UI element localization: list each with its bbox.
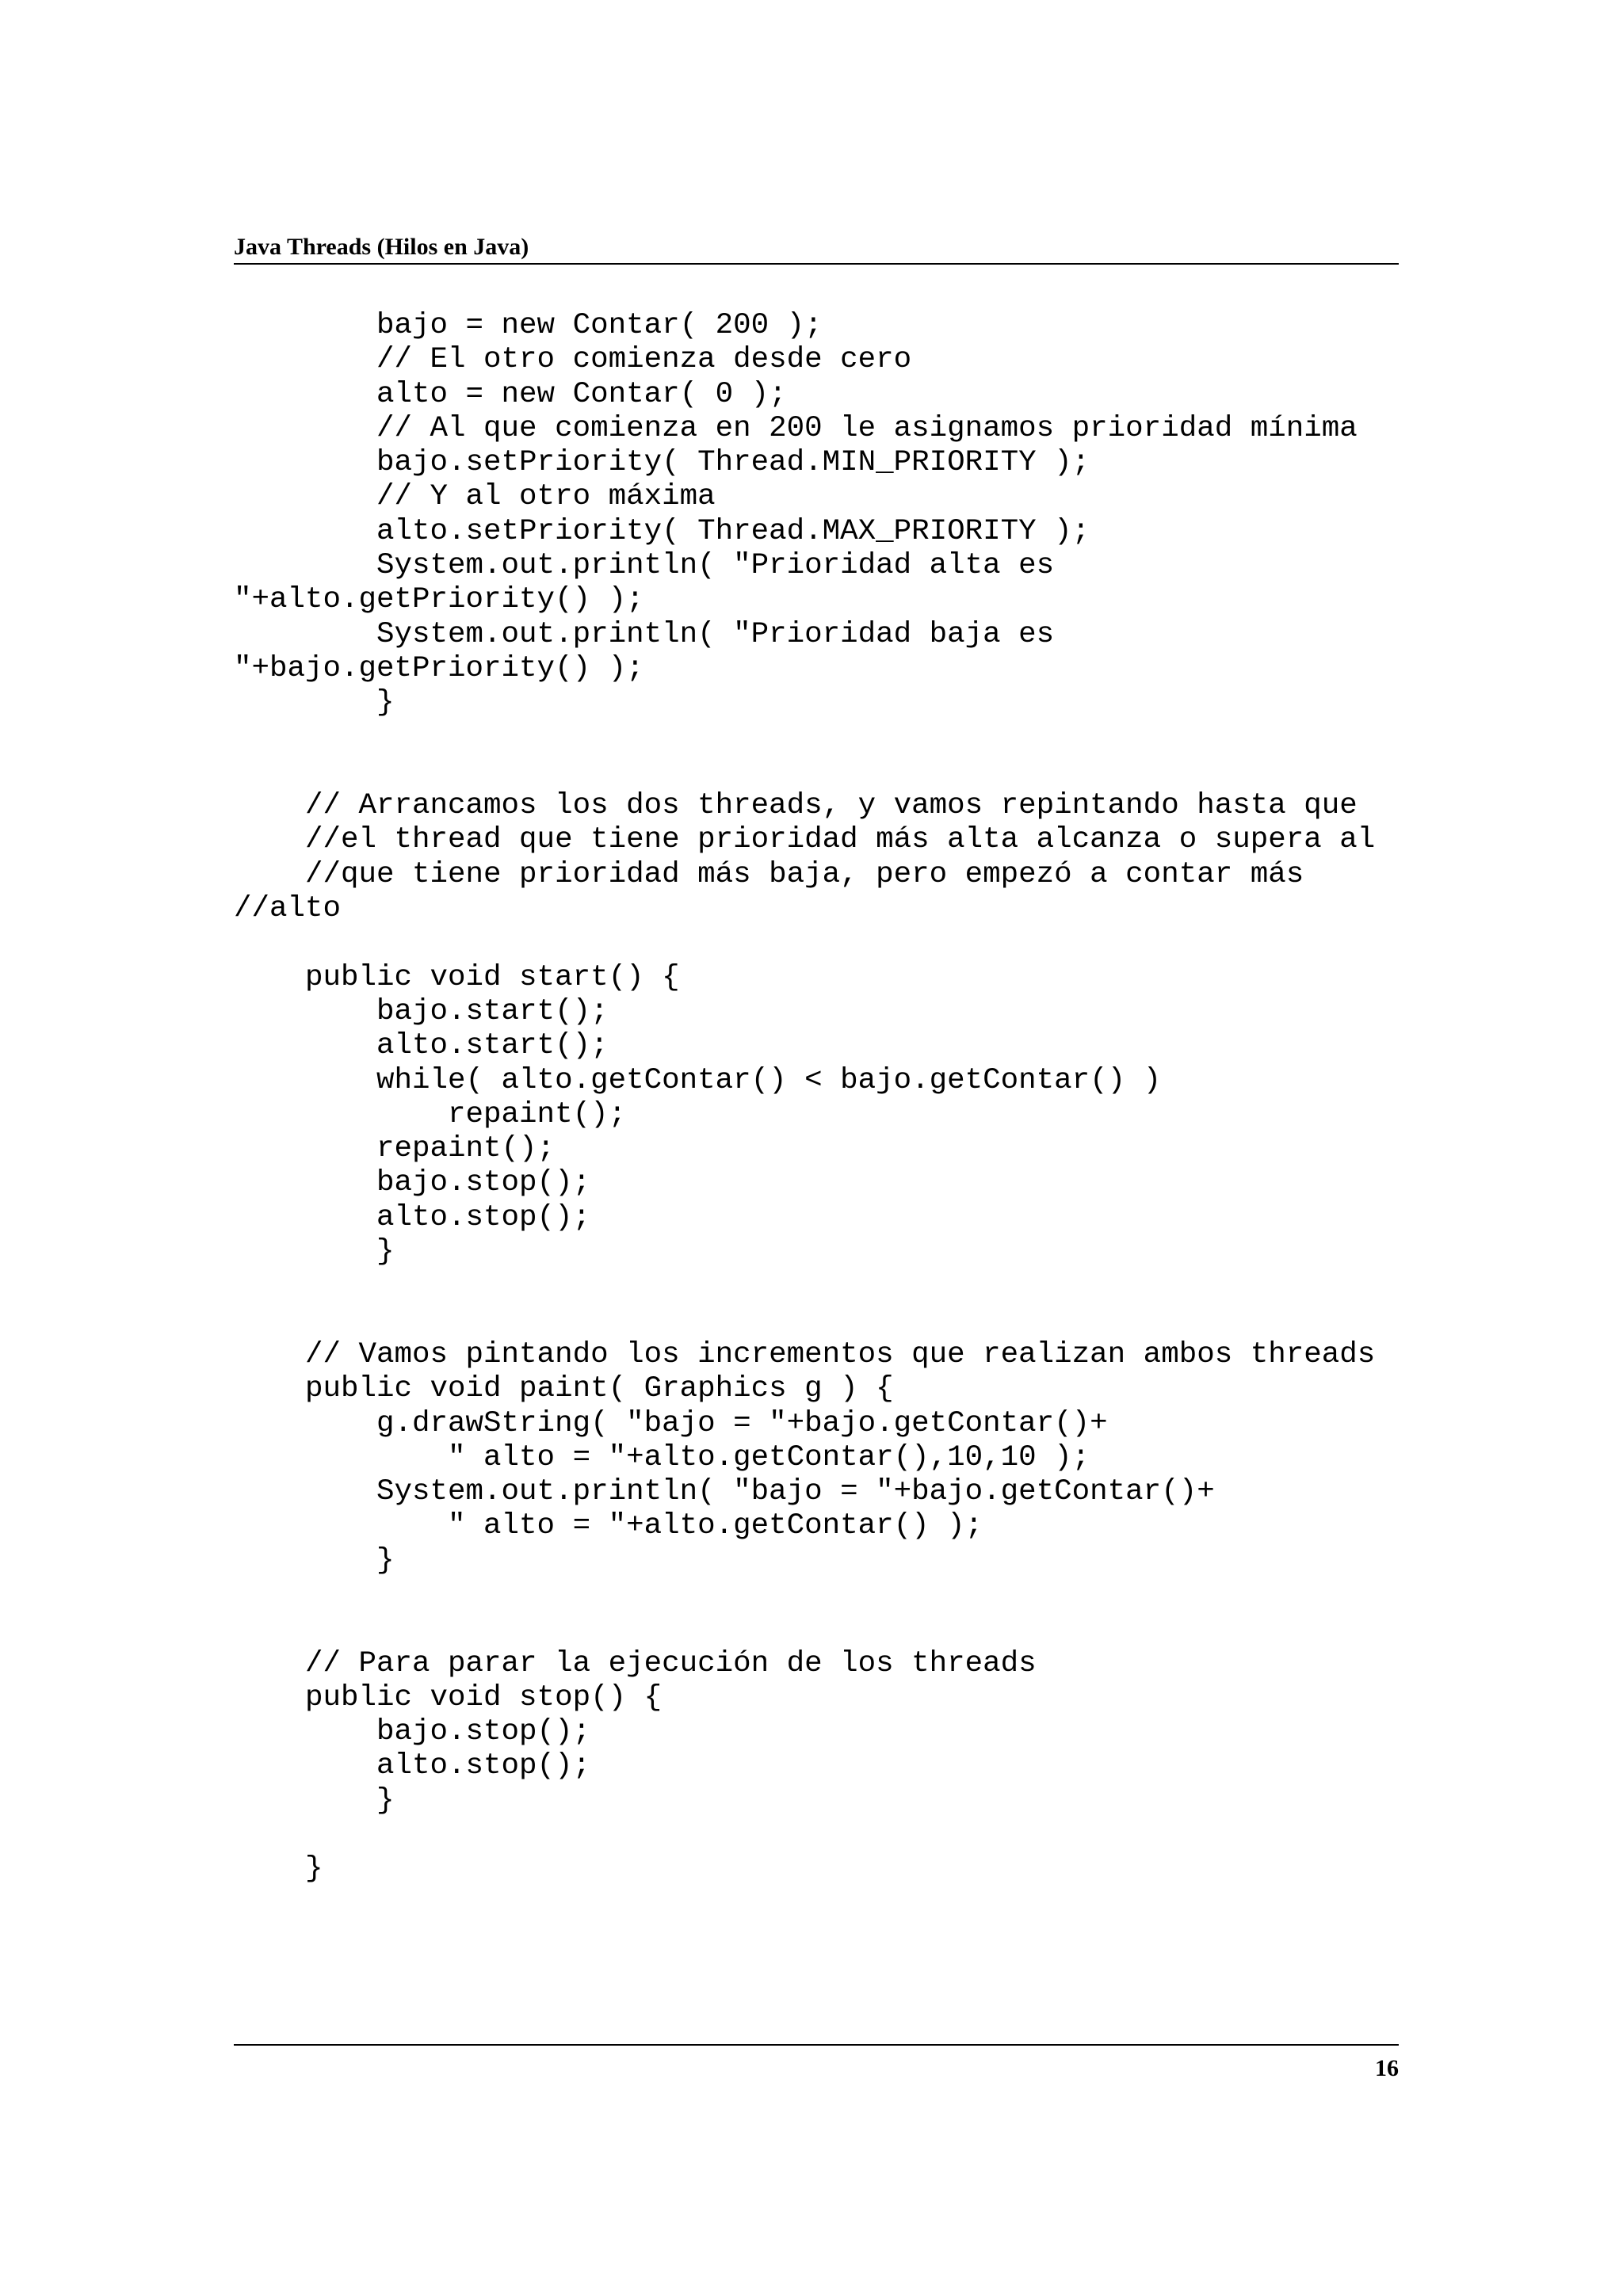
code-line: while( alto.getContar() < bajo.getContar() ) xyxy=(234,1063,1162,1097)
code-line xyxy=(234,1612,1407,1646)
code-line: } xyxy=(234,686,395,720)
footer-divider xyxy=(234,2044,1399,2046)
code-line xyxy=(234,1304,1407,1338)
code-line: // El otro comienza desde cero xyxy=(234,343,912,377)
code-line: g.drawString( "bajo = "+bajo.getContar()+ xyxy=(234,1406,1108,1440)
code-line: " alto = "+alto.getContar() ); xyxy=(234,1509,983,1543)
code-line: // Para parar la ejecución de los threads xyxy=(234,1646,1037,1680)
code-line xyxy=(234,1578,1407,1612)
header-title: Java Threads (Hilos en Java) xyxy=(234,234,529,260)
code-line xyxy=(234,755,1407,789)
code-line: bajo.stop(); xyxy=(234,1166,591,1200)
page-header xyxy=(234,231,1399,265)
code-line: repaint(); xyxy=(234,1097,627,1131)
code-line: public void paint( Graphics g ) { xyxy=(234,1372,894,1406)
code-line: // Al que comienza en 200 le asignamos prioridad mínima xyxy=(234,411,1358,445)
code-line xyxy=(234,721,1407,755)
code-line: alto = new Contar( 0 ); xyxy=(234,377,787,411)
code-line xyxy=(234,1269,1407,1303)
code-line: bajo.start(); xyxy=(234,994,609,1028)
code-line: // Vamos pintando los incrementos que realizan ambos threads xyxy=(234,1337,1376,1371)
code-line: //el thread que tiene prioridad más alta alcanza o supera al xyxy=(234,823,1376,857)
code-line: alto.stop(); xyxy=(234,1749,591,1783)
code-line: System.out.println( "bajo = "+bajo.getContar()+ xyxy=(234,1475,1215,1509)
code-line: } xyxy=(234,1852,323,1886)
code-line: alto.setPriority( Thread.MAX_PRIORITY ); xyxy=(234,514,1090,548)
code-line: System.out.println( "Prioridad baja es xyxy=(234,617,1055,651)
code-line: alto.stop(); xyxy=(234,1200,591,1234)
code-line: // Arrancamos los dos threads, y vamos repintando hasta que xyxy=(234,789,1358,823)
code-line: public void stop() { xyxy=(234,1680,663,1714)
code-line: repaint(); xyxy=(234,1132,556,1166)
code-line: // Y al otro máxima xyxy=(234,480,716,514)
code-line: "+bajo.getPriority() ); xyxy=(234,651,644,685)
code-line: " alto = "+alto.getContar(),10,10 ); xyxy=(234,1440,1090,1474)
code-line: bajo.setPriority( Thread.MIN_PRIORITY ); xyxy=(234,446,1090,480)
code-line: alto.start(); xyxy=(234,1029,609,1063)
code-line xyxy=(234,1818,1407,1852)
page-number: 16 xyxy=(1375,2055,1399,2081)
code-line: public void start() { xyxy=(234,960,680,994)
code-line: bajo.stop(); xyxy=(234,1715,591,1749)
code-line: } xyxy=(234,1783,395,1817)
code-line: } xyxy=(234,1543,395,1577)
code-line: //alto xyxy=(234,892,342,926)
code-line: System.out.println( "Prioridad alta es xyxy=(234,549,1055,583)
code-line: "+alto.getPriority() ); xyxy=(234,583,644,617)
code-line: } xyxy=(234,1235,395,1269)
code-line xyxy=(234,926,1407,960)
code-line: bajo = new Contar( 200 ); xyxy=(234,309,823,342)
code-line: //que tiene prioridad más baja, pero empezó a contar más xyxy=(234,857,1304,891)
code-listing xyxy=(234,309,1407,1887)
